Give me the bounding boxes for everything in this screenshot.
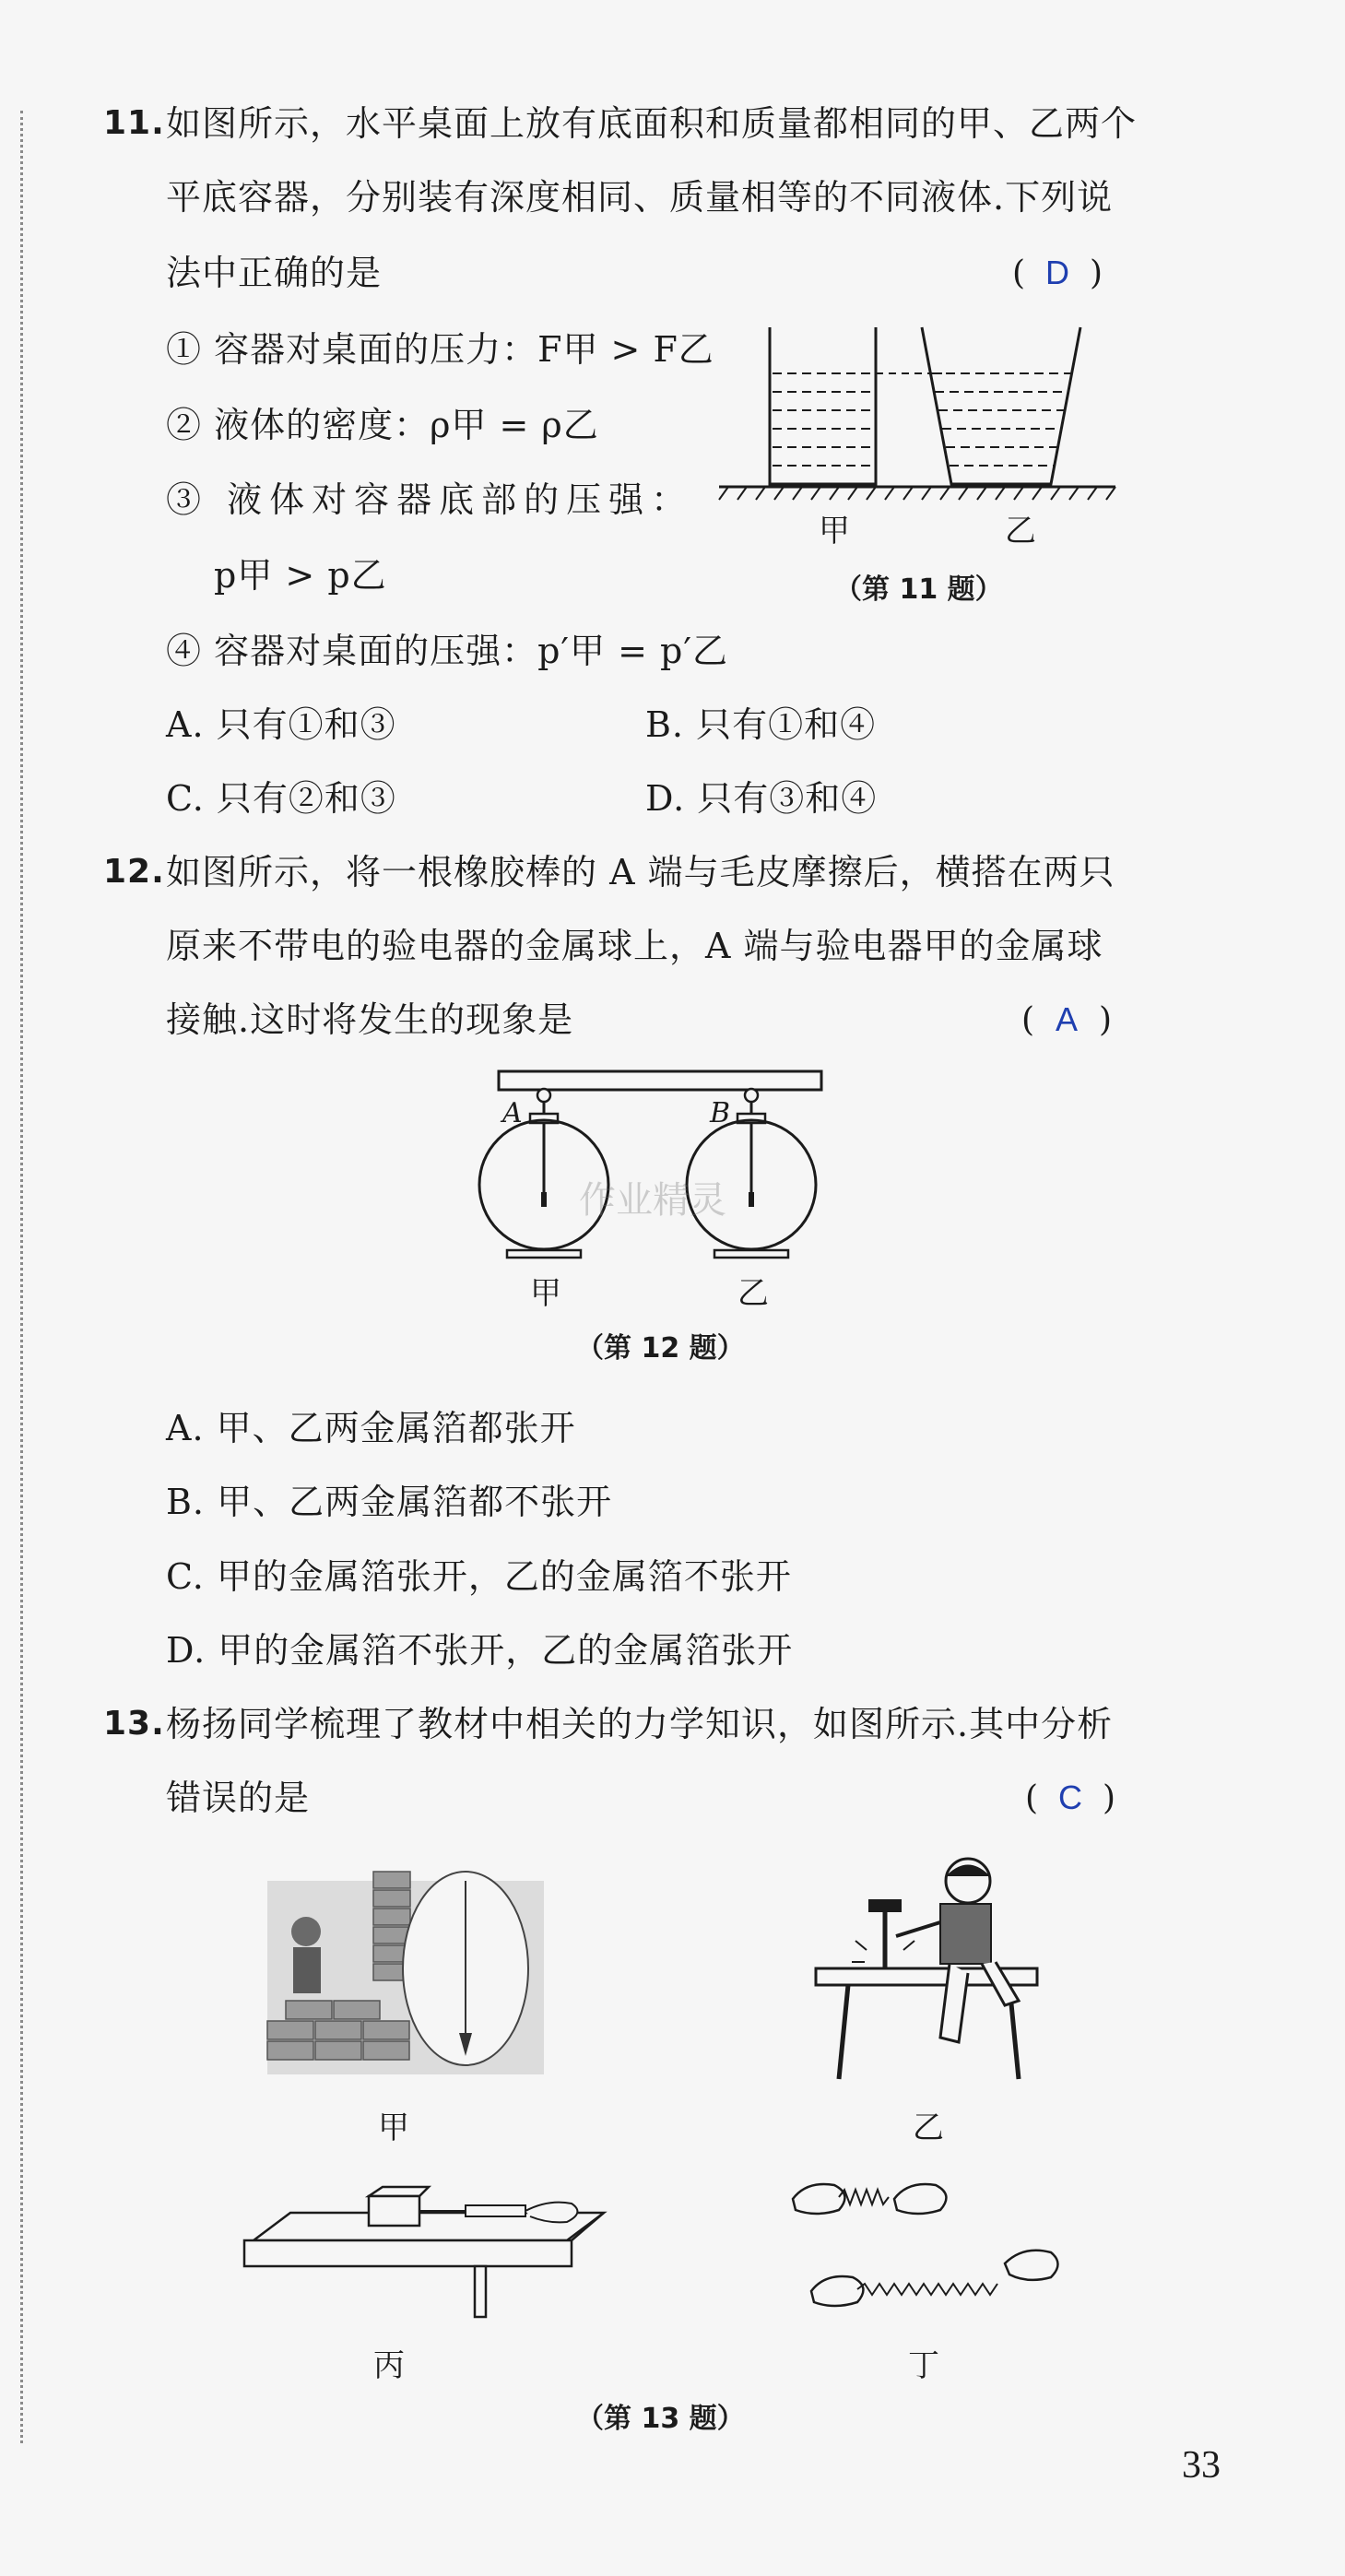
question-stem-line: 原来不带电的验电器的金属球上，A 端与验电器甲的金属球 — [166, 926, 1103, 966]
question-number: 11. — [103, 104, 165, 142]
question-stem-line: 平底容器，分别装有深度相同、质量相等的不同液体.下列说 — [166, 177, 1114, 218]
figure-label-yi: 乙 — [1005, 513, 1036, 549]
figure-label-ding: 丁 — [908, 2347, 939, 2384]
statement-4: ④ 容器对桌面的压强：p′甲 = p′乙 — [166, 631, 728, 671]
question-number: 13. — [103, 1705, 165, 1743]
figure-label-jia: 甲 — [819, 513, 850, 549]
answer-bracket: ( D ) — [1012, 251, 1103, 296]
question-stem-line: 错误的是 — [166, 1778, 311, 1818]
answer-bracket: ( A ) — [1021, 998, 1112, 1043]
figure-13-yi-hammer — [811, 1853, 1051, 2084]
watermark: 作业精灵 — [579, 1179, 726, 1222]
figure-caption: （第 11 题） — [834, 573, 1003, 606]
option-b: B. 只有①和④ — [645, 704, 877, 745]
figure-13-bing-spring-scale — [235, 2185, 622, 2319]
answer-value: D — [1045, 254, 1070, 291]
figure-13-ding-springs — [788, 2171, 1065, 2337]
statement-2: ② 液体的密度：ρ甲 = ρ乙 — [166, 405, 599, 445]
option-a: A. 只有①和③ — [166, 704, 396, 745]
question-stem-line: 如图所示，水平桌面上放有底面积和质量都相同的甲、乙两个 — [166, 103, 1138, 144]
answer-bracket: ( C ) — [1025, 1776, 1115, 1821]
page-number: 33 — [1182, 2444, 1221, 2487]
question-stem-line: 杨扬同学梳理了教材中相关的力学知识，如图所示.其中分析 — [166, 1704, 1114, 1744]
rod-end-a-label: A — [502, 1097, 523, 1129]
figure-label-jia: 甲 — [530, 1275, 561, 1312]
answer-value: C — [1058, 1778, 1083, 1816]
question-stem-line: 接触.这时将发生的现象是 — [166, 999, 574, 1040]
option-c: C. 甲的金属箔张开，乙的金属箔不张开 — [166, 1556, 792, 1597]
statement-1: ① 容器对桌面的压力：F甲 > F乙 — [166, 329, 714, 370]
option-c: C. 只有②和③ — [166, 778, 396, 819]
statement-3: ③ 液体对容器底部的压强： — [166, 479, 694, 520]
answer-value: A — [1056, 1000, 1079, 1038]
option-d: D. 甲的金属箔不张开，乙的金属箔张开 — [166, 1630, 794, 1671]
option-a: A. 甲、乙两金属箔都张开 — [166, 1408, 576, 1448]
question-stem-line: 法中正确的是 — [166, 253, 383, 293]
figure-11-containers — [701, 323, 1125, 507]
question-stem-line: 如图所示，将一根橡胶棒的 A 端与毛皮摩擦后，横搭在两只 — [166, 852, 1115, 892]
figure-label-jia: 甲 — [378, 2109, 409, 2146]
statement-3-continued: p甲 > p乙 — [214, 555, 387, 596]
figure-label-yi: 乙 — [913, 2109, 944, 2146]
binding-dotted-line — [20, 111, 23, 2443]
figure-label-bing: 丙 — [373, 2347, 405, 2384]
figure-13-jia-plumb-line — [249, 1862, 544, 2074]
option-b: B. 甲、乙两金属箔都不张开 — [166, 1482, 613, 1522]
figure-caption: （第 12 题） — [576, 1332, 745, 1365]
rod-end-b-label: B — [710, 1097, 731, 1129]
figure-caption: （第 13 题） — [576, 2403, 745, 2435]
question-number: 12. — [103, 853, 165, 891]
option-d: D. 只有③和④ — [645, 778, 878, 819]
figure-label-yi: 乙 — [737, 1275, 769, 1312]
